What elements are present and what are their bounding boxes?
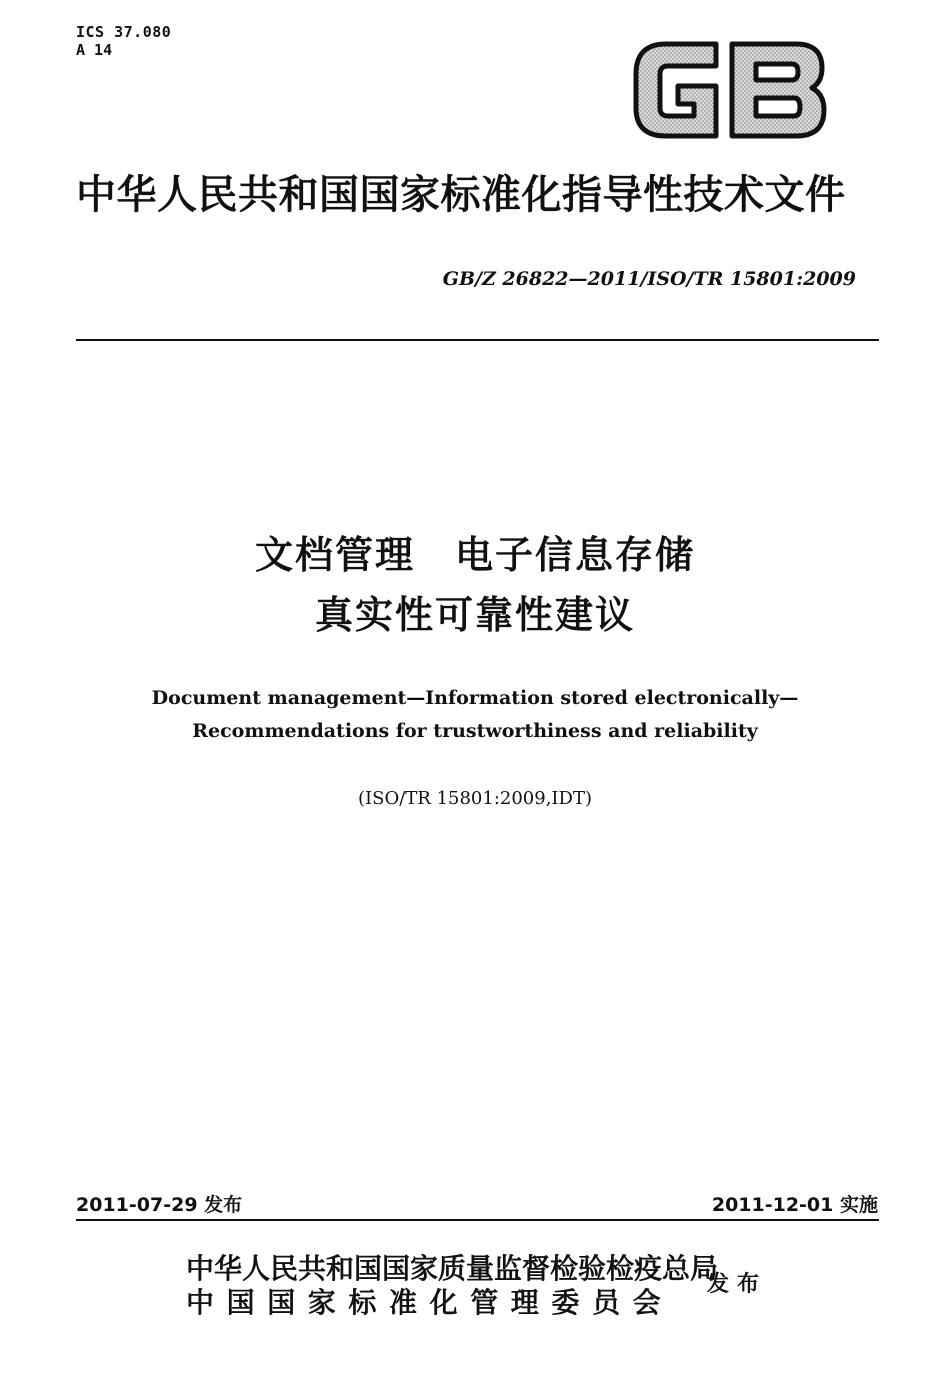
issue-label: 发布 [707,1271,768,1297]
title-en-line1: Document management—Information stored electronically— [151,687,799,709]
title-cn-line1: 文档管理 电子信息存储 [254,533,695,577]
document-type: 中华人民共和国国家标准化指导性技术文件 [76,171,846,218]
issuer-line1: 中华人民共和国国家质量监督检验检疫总局 [186,1252,719,1285]
title-en-line2: Recommendations for trustworthiness and reliability [192,720,758,742]
implementation-date: 2011-12-01 实施 [711,1194,878,1216]
gb-logo [632,38,828,142]
ccs-code: A 14 [76,41,113,59]
equivalence-note: (ISO/TR 15801:2009,IDT) [358,788,592,809]
title-cn-line2: 真实性可靠性建议 [314,593,635,637]
standard-number: GB/Z 26822—2011/ISO/TR 15801:2009 [442,268,856,290]
bottom-divider [76,1219,879,1221]
issuer-line2: 中国国家标准化管理委员会 [186,1286,674,1319]
top-divider [76,339,879,341]
publish-date: 2011-07-29 发布 [76,1194,243,1216]
ics-code: ICS 37.080 [76,23,172,41]
